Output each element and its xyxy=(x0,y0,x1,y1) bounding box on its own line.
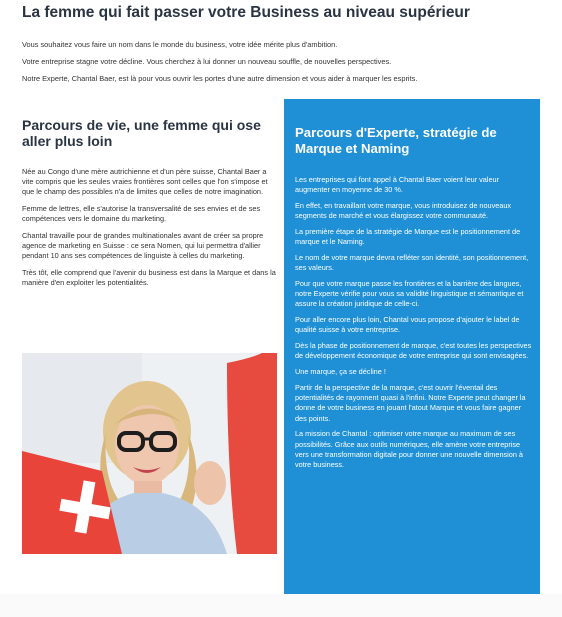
expert-paragraph: Les entreprises qui font appel à Chantal Baer voient leur valeur augmenter en moyenne de 30 %. xyxy=(295,175,500,195)
expert-panel xyxy=(284,99,540,594)
expert-paragraph: Dès la phase de positionnement de marque, c'est toutes les perspectives de développement économique de votre entreprise qui sont envisagées. xyxy=(295,341,532,361)
expert-paragraph: Pour aller encore plus loin, Chantal vous propose d'ajouter le label de qualité suisse à votre entreprise. xyxy=(295,315,520,335)
life-story-section xyxy=(22,117,277,294)
page-footer-strip xyxy=(0,594,562,617)
expert-paragraph: Une marque, ça se décline ! xyxy=(295,367,386,377)
intro-paragraph: Vous souhaitez vous faire un nom dans le monde du business, votre idée mérite plus d'ambition. xyxy=(22,40,338,49)
page-headline: La femme qui fait passer votre Business au niveau supérieur xyxy=(22,4,470,21)
intro-section xyxy=(22,40,542,91)
expert-paragraph: Pour que votre marque passe les frontières et la barrière des langues, notre Experte vérifie pour vous sa validité linguistique et sémantique et assure la création juridique de celle-ci. xyxy=(295,279,524,309)
expert-paragraph: En effet, en travaillant votre marque, vous introduisez de nouveaux segments de marché et vous élargissez votre communauté. xyxy=(295,201,512,221)
expert-paragraph: La mission de Chantal : optimiser votre marque au maximum de ses possibilités. Grâce aux outils numériques, elle amène votre entreprise vers une transformation digitale pour donner une nouvelle dimension à votre business. xyxy=(295,429,523,470)
life-story-paragraph: Très tôt, elle comprend que l'avenir du business est dans la Marque et dans la manière d'en exploiter les potentialités. xyxy=(22,267,276,287)
expert-paragraph: Le nom de votre marque devra refléter son identité, son positionnement, ses valeurs. xyxy=(295,253,529,273)
intro-paragraph: Votre entreprise stagne votre décline. Vous cherchez à lui donner un nouveau souffle, de nouvelles perspectives. xyxy=(22,57,392,67)
portrait-photo xyxy=(22,353,277,554)
expert-paragraph: Partir de la perspective de la marque, c'est ouvrir l'éventail des potentialités de rayonnent quasi à l'infini. Notre Experte peut changer la donne de votre business en jouant l'atout Marque et vous faire gagner des points. xyxy=(295,383,526,423)
expert-paragraph: La première étape de la stratégie de Marque est le positionnement de marque et le Naming. xyxy=(295,227,521,247)
life-story-paragraph: Née au Congo d'une mère autrichienne et d'un père suisse, Chantal Baer a vite compris que les seules vraies frontières sont celles que l'on s'impose et que le champ des possibles n'a de limites que celles de notre imagination. xyxy=(22,167,268,197)
expert-panel-body xyxy=(295,175,533,476)
intro-paragraph: Notre Experte, Chantal Baer, est là pour vous ouvrir les portes d'une autre dimension et vous aider à marquer les esprits. xyxy=(22,74,418,84)
life-story-paragraph: Chantal travaille pour de grandes multinationales avant de créer sa propre agence de marketing en Suisse : ce sera Nomen, qui lui permettra d'allier pendant 10 ans ses compétences de linguiste à celles du marketing. xyxy=(22,230,264,261)
life-story-paragraph: Femme de lettres, elle s'autorise la transversalité de ses envies et de ses compétences vers le domaine du marketing. xyxy=(22,204,261,224)
expert-panel-title: Parcours d'Experte, stratégie de Marque et Naming xyxy=(295,125,497,156)
life-story-title: Parcours de vie, une femme qui ose aller plus loin xyxy=(22,117,261,150)
